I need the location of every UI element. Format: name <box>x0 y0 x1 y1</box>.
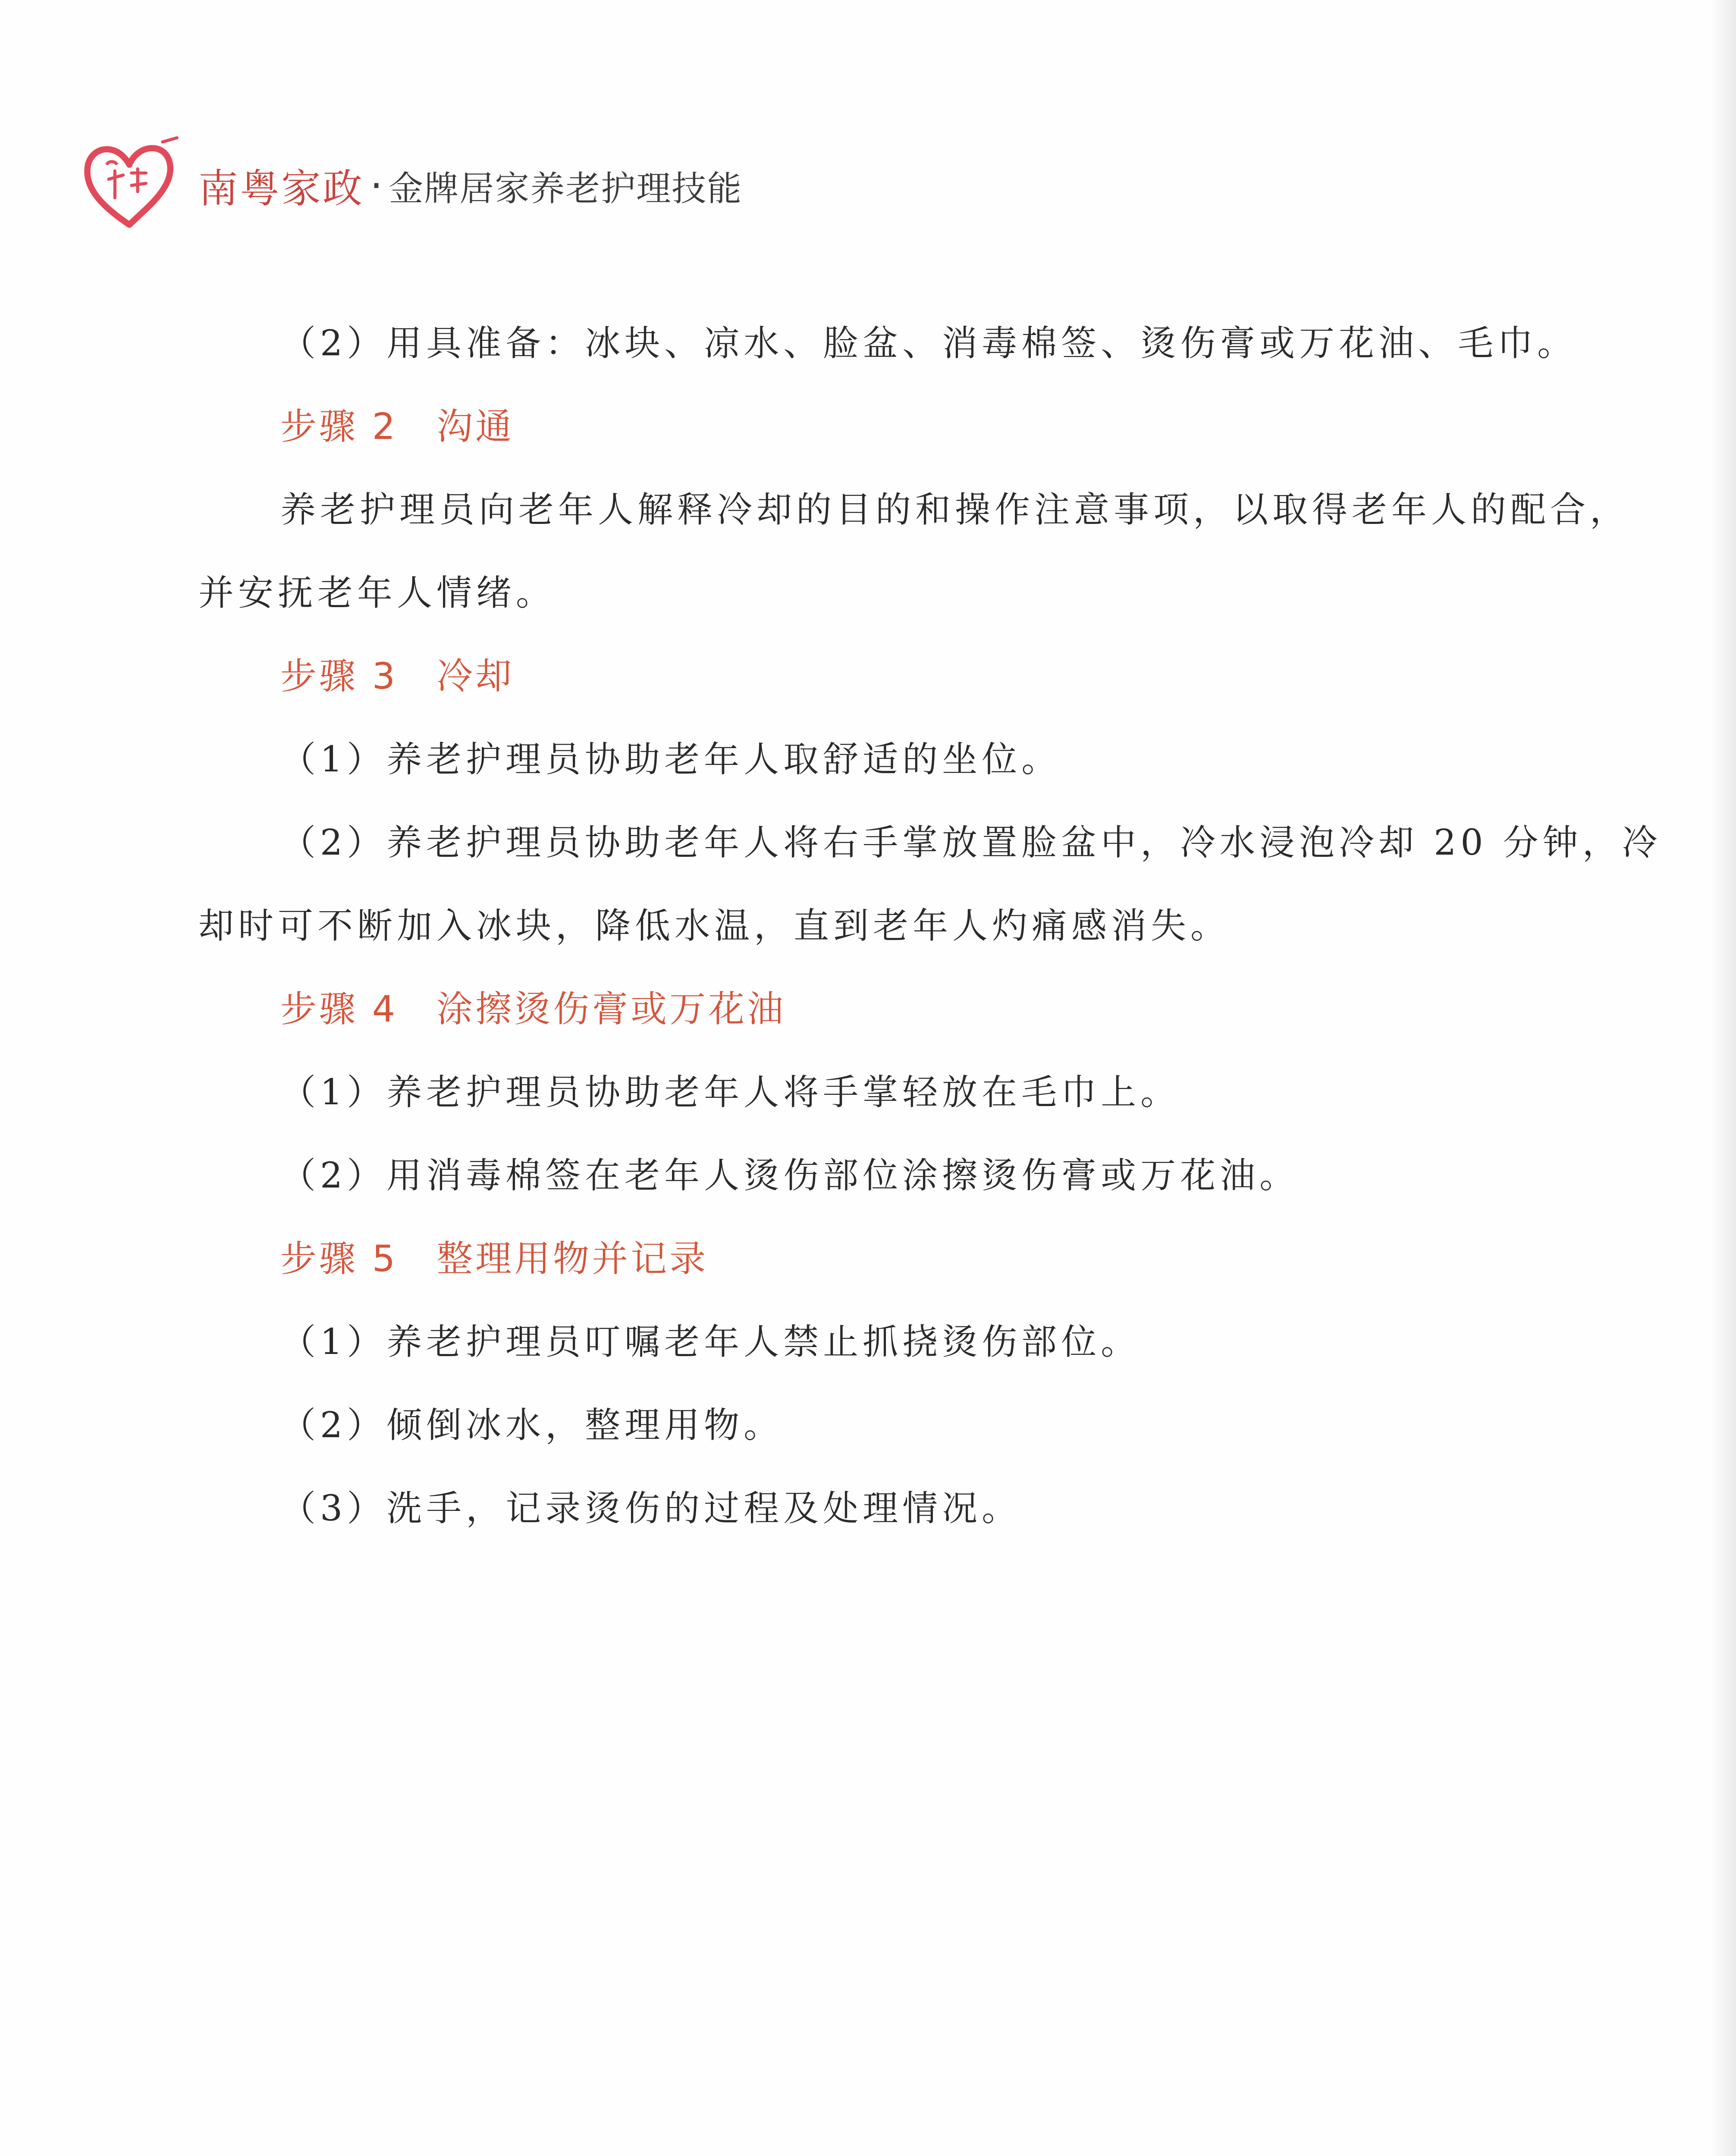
paragraph-continuation: 并安抚老年人情绪。 <box>198 573 556 614</box>
step-heading <box>198 1217 1673 1300</box>
step-title: 沟通 <box>436 405 515 448</box>
body-content <box>198 302 1673 1550</box>
step-number: 步骤 5 <box>280 1238 398 1280</box>
step-number: 步骤 4 <box>280 988 398 1030</box>
header-separator: · <box>370 162 383 209</box>
running-header <box>78 129 742 241</box>
step-heading <box>198 635 1673 718</box>
paragraph: （1）养老护理员叮嘱老年人禁止抓挠烫伤部位。 <box>280 1322 1141 1363</box>
paragraph: （2）用消毒棉签在老年人烫伤部位涂擦烫伤膏或万花油。 <box>280 1155 1300 1196</box>
page-edge-shadow <box>1710 0 1736 2156</box>
step-title: 涂擦烫伤膏或万花油 <box>436 988 786 1030</box>
paragraph: （2）用具准备：冰块、凉水、脸盆、消毒棉签、烫伤膏或万花油、毛巾。 <box>280 323 1577 364</box>
paragraph: （2）养老护理员协助老年人将右手掌放置脸盆中，冷水浸泡冷却 20 分钟，冷 <box>280 822 1662 863</box>
paragraph: （3）洗手，记录烫伤的过程及处理情况。 <box>280 1488 1022 1529</box>
step-number: 步骤 2 <box>280 405 398 448</box>
book-subtitle: 金牌居家养老护理技能 <box>389 168 743 209</box>
heart-logo-icon <box>78 134 181 237</box>
brand-title: 南粤家政 <box>198 166 364 212</box>
paragraph: （1）养老护理员协助老年人取舒适的坐位。 <box>280 739 1061 780</box>
paragraph: （1）养老护理员协助老年人将手掌轻放在毛巾上。 <box>280 1072 1180 1113</box>
step-number: 步骤 3 <box>280 655 398 697</box>
step-title: 整理用物并记录 <box>436 1238 709 1280</box>
paragraph: 养老护理员向老年人解释冷却的目的和操作注意事项，以取得老年人的配合， <box>280 489 1630 530</box>
paragraph-continuation: 却时可不断加入冰块，降低水温，直到老年人灼痛感消失。 <box>198 906 1231 946</box>
step-heading <box>198 968 1673 1051</box>
paragraph: （2）倾倒冰水，整理用物。 <box>280 1405 784 1446</box>
step-heading <box>198 385 1673 468</box>
step-title: 冷却 <box>436 655 515 697</box>
